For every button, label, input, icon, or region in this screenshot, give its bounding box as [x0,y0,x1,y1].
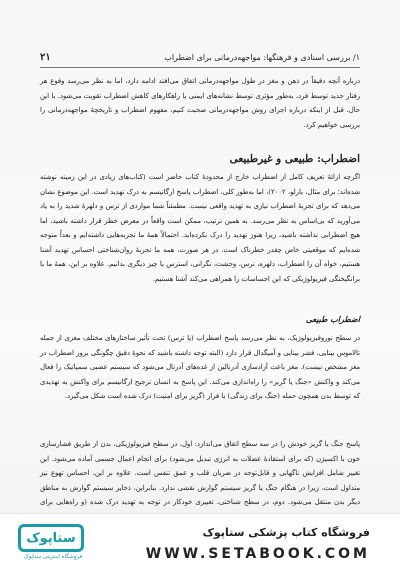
watermark-footer [0,513,400,576]
running-title: ۱/ بررسی اسنادی و فرهنگها: مواجهه‌درمانی برای اضطراب [164,52,360,62]
header-rule [40,67,360,68]
store-name: فروشگاه کتاب پزشکی ستاپوک [202,526,370,539]
page-header [40,50,360,64]
store-url-link[interactable]: WWW.SETABOOK.COM [145,546,370,562]
paragraph-intro: درباره آنچه دقیقاً در ذهن و مغز در طول مواجهه‌درمانی اتفاق می‌افتد ادامه دارد، اما به نظر می‌رسد وقوع هر رفتار جدید توسط فرد، به‌طور مؤثری توسط نشانه‌های ایمنی یا راهکارهای کاهش اضطراب تقویت می‌شود. با این حال، قبل از اینکه درباره اجرای روش مواجهه‌درمانی صحبت کنیم، مفهوم اضطراب و تاریخچهٔ مواجهه‌درمانی را بررسی خواهیم کرد. [40,77,360,129]
paragraph-fight-flight: پاسخ جنگ یا گریز خودش را در سه سطح اتفاق می‌اندازد: اول، در سطح فیزیولوژیکی، بدن از طریق فشارسازی خون با اکسیژن (که برای استفادهٔ عضلات به انرژی تبدیل می‌شود) برای انجام اعمال جسمی آماده می‌شود. این تغییر شامل افزایش ناگهانی و قابل‌توجه در ضربان قلب و عمق تنفس است. علاوه بر این، احساس تهوع نیز متداول است، زیرا در هنگام جنگ یا گریز سیستم گوارش نقشی ندارد. بنابراین، ذخایر سیستم گوارش به مناطق دیگر بدن منتقل می‌شود. دوم، در سطح شناختی، تغییری خودکار در توجه به تهدید درک شده (و راه‌هایی برای [40,440,360,506]
paragraph-neurophysiology: در سطح نوروفیزیولوژیک، به نظر می‌رسد پاسخ اضطراب (یا ترس) تحت تأثیر ساختارهای مختلف مغزی از جمله تالاموس بینایی، قشر بینایی و آمیگدال قرار دارد (البته توجه داشته باشید که نحوهٔ دقیق چگونگی بروز اضطراب در مغز مشخص نیست). مغز باعث آزادسازی آدرنالین از غده‌های آدرنال می‌شود که سیستم عصبی سمپاتیک را فعال می‌کند و واکنش «جنگ یا گریز» را راه‌اندازی می‌کند. این پاسخ به انسان ترجیح ارگانیسم برای واکنش به تهدیدی که توسط بدن همچون حمله (جنگ برای زندگی) یا فرار (گریز برای امنیت) درک شده است شکل می‌گیرد. [40,334,360,400]
store-logo[interactable] [18,524,88,564]
section-heading: اضطراب: طبیعی و غیرطبیعی [229,153,360,165]
logo-tagline: فروشگاه اینترنتی ستاپوک [23,554,83,560]
subsection-heading: اضطراب طبیعی [305,314,360,324]
logo-mark: ستاپوک [18,524,84,552]
paragraph-definition: اگرچه ارائهٔ تعریف کامل از اضطراب خارج از محدودهٔ کتاب حاضر است (کتاب‌های زیادی در این زمینه نوشته شده‌اند؛ برای مثال، بارلو، ۲۰۰۲)، اما به‌طور کلی، اضطراب پاسخ ارگانیسم به درک تهدید است. این موضوع نشان می‌دهد که برای تجربهٔ اضطراب نیازی به تهدید واقعی نیست. مطمئناً شما مواردی از ترس و دلهرهٔ شدید را به یاد می‌آورید که بی‌اساس به نظر می‌رسد. به همین ترتیب، ممکن است واقعاً در معرض خطر قرار داشته باشید، اما هیچ اضطرابی نداشته باشید، زیرا هنوز تهدید را درک نکرده‌اید. احتمالاً همهٔ ما تجربه‌هایی داشته‌ایم و بعداً متوجه شده‌ایم که موقعیتی خاص چقدر خطرناک است. در هر صورت، همه ما تجربهٔ روان‌شناختی احساس تهدید آشنا هستیم، خواه آن را اضطراب، دلهره، ترس، وحشت، نگرانی، استرس یا چیز دیگری بدانیم. علاوه بر این، همهٔ ما با برانگیختگی فیزیولوژیکی که این احساسات را همراهی می‌کند آشنا هستیم. [40,173,360,283]
page-number: ۲۱ [40,51,51,63]
